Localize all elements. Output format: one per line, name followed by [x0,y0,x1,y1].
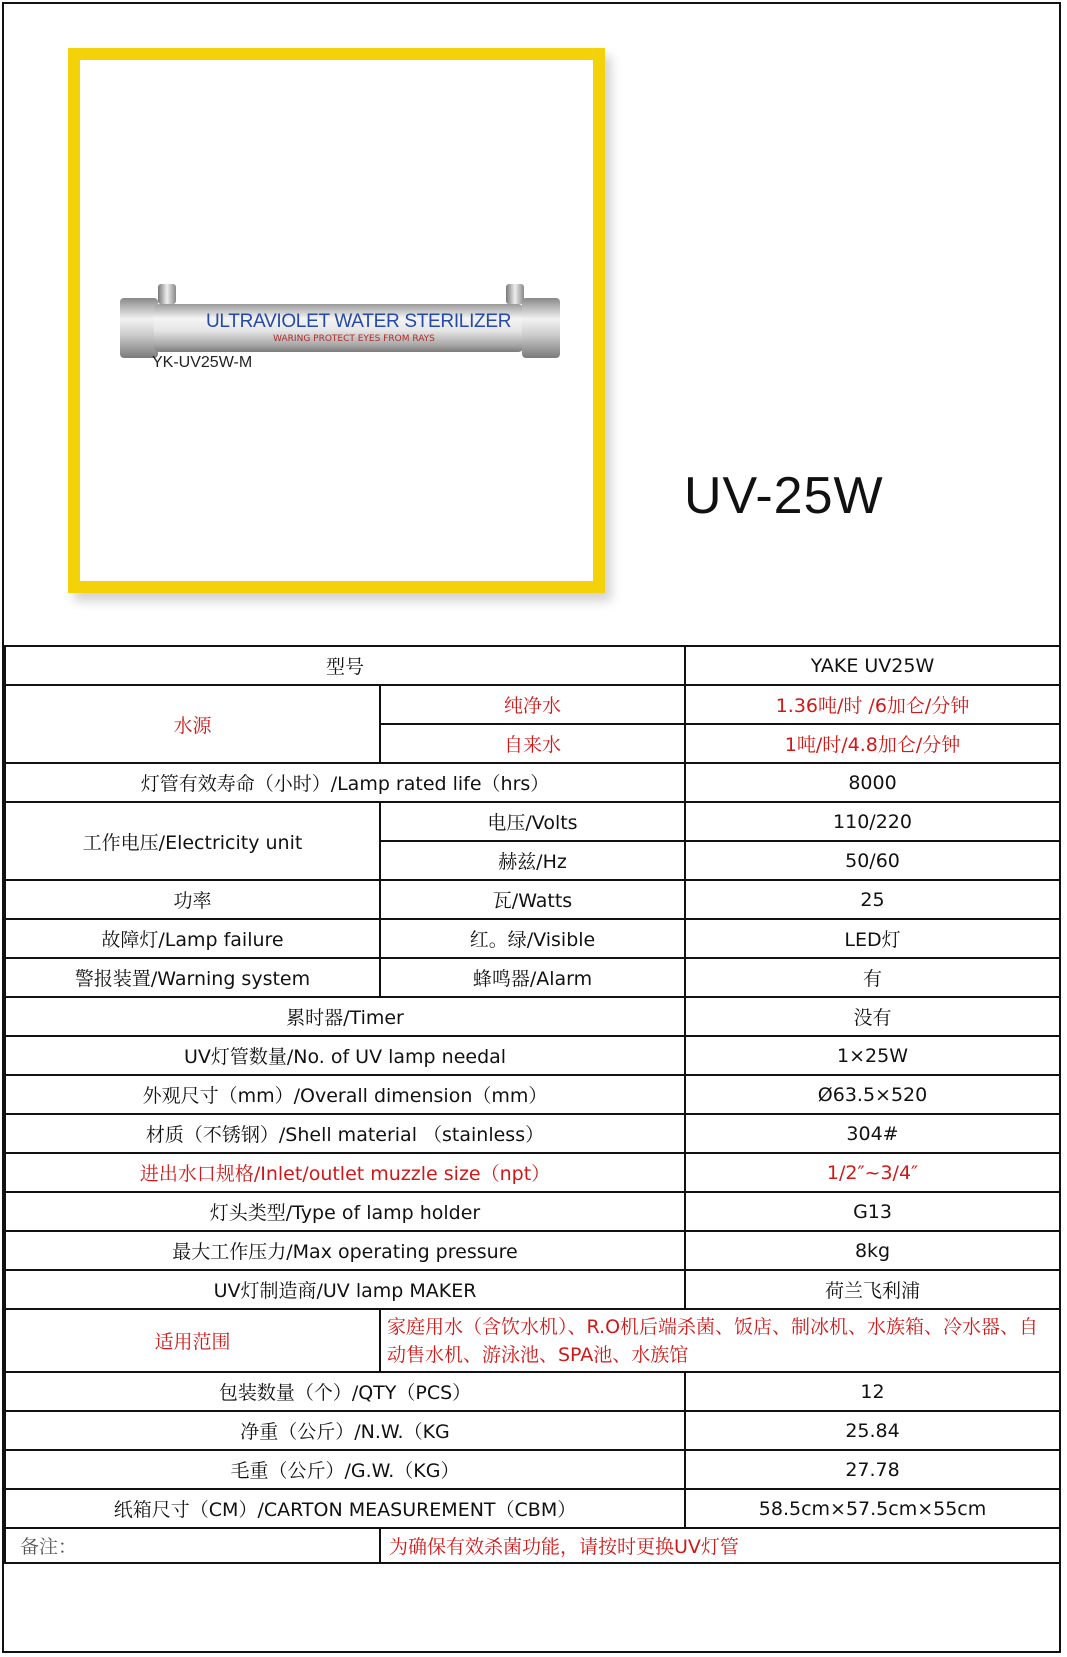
qty-value: 12 [685,1372,1060,1411]
tube-end-cap-right [522,298,560,358]
warning-sub-label: 蜂鸣器/Alarm [380,958,685,997]
pressure-label: 最大工作压力/Max operating pressure [5,1231,685,1270]
lamp-failure-sub-label: 红。绿/Visible [380,919,685,958]
hz-label: 赫兹/Hz [380,841,685,880]
table-row [5,763,1060,802]
gross-weight-value: 27.78 [685,1450,1060,1489]
power-sub-label: 瓦/Watts [380,880,685,919]
table-row [5,1231,1060,1270]
pure-water-label: 纯净水 [380,685,685,724]
table-row [5,997,1060,1036]
model-label: 型号 [5,646,685,685]
qty-label: 包装数量（个）/QTY（PCS） [5,1372,685,1411]
product-photo-frame [68,48,605,593]
timer-label: 累时器/Timer [5,997,685,1036]
table-row [5,1411,1060,1450]
tube-label: ULTRAVIOLET WATER STERILIZER [206,311,512,332]
note-label: 备注： [5,1528,380,1563]
power-value: 25 [685,880,1060,919]
lamp-life-value: 8000 [685,763,1060,802]
lamp-life-label: 灯管有效寿命（小时）/Lamp rated life（hrs） [5,763,685,802]
carton-value: 58.5cm×57.5cm×55cm [685,1489,1060,1528]
lamp-qty-label: UV灯管数量/No. of UV lamp needal [5,1036,685,1075]
volts-value: 110/220 [685,802,1060,841]
water-source-label: 水源 [5,685,380,763]
table-row [5,1075,1060,1114]
dimension-value: Ø63.5×520 [685,1075,1060,1114]
holder-value: G13 [685,1192,1060,1231]
timer-value: 没有 [685,997,1060,1036]
table-row [5,1450,1060,1489]
tube-warning: WARING PROTECT EYES FROM RAYS [273,334,435,344]
inlet-value: 1/2″~3/4″ [685,1153,1060,1192]
hz-value: 50/60 [685,841,1060,880]
table-row [5,646,1060,685]
table-row [5,880,1060,919]
model-caption: YK-UV25W-M [152,354,253,371]
table-row [5,1153,1060,1192]
table-row [5,1192,1060,1231]
inlet-port [158,284,176,304]
table-row [5,919,1060,958]
model-value: YAKE UV25W [685,646,1060,685]
maker-value: 荷兰飞利浦 [685,1270,1060,1309]
material-value: 304# [685,1114,1060,1153]
spec-table [4,645,1061,1564]
volts-label: 电压/Volts [380,802,685,841]
net-weight-value: 25.84 [685,1411,1060,1450]
dimension-label: 外观尺寸（mm）/Overall dimension（mm） [5,1075,685,1114]
sterilizer-image [120,298,560,360]
lamp-failure-label: 故障灯/Lamp failure [5,919,380,958]
carton-label: 纸箱尺寸（CM）/CARTON MEASUREMENT（CBM） [5,1489,685,1528]
gross-weight-label: 毛重（公斤）/G.W.（KG） [5,1450,685,1489]
tube-end-cap-left [120,298,158,358]
holder-label: 灯头类型/Type of lamp holder [5,1192,685,1231]
tube-body [154,304,524,352]
table-row [5,1270,1060,1309]
note-text: 为确保有效杀菌功能，请按时更换UV灯管 [380,1528,1060,1563]
table-row [5,1489,1060,1528]
electricity-label: 工作电压/Electricity unit [5,802,380,880]
inlet-label: 进出水口规格/Inlet/outlet muzzle size（npt） [5,1153,685,1192]
warning-label: 警报装置/Warning system [5,958,380,997]
table-row [5,1036,1060,1075]
pressure-value: 8kg [685,1231,1060,1270]
lamp-failure-value: LED灯 [685,919,1060,958]
table-row [5,685,1060,724]
table-row [5,1528,1060,1563]
table-row [5,958,1060,997]
table-row [5,802,1060,841]
scope-value: 家庭用水（含饮水机）、R.O机后端杀菌、饭店、制冰机、水族箱、冷水器、自动售水机、游泳池、SPA池、水族馆 [380,1309,1060,1372]
warning-value: 有 [685,958,1060,997]
maker-label: UV灯制造商/UV lamp MAKER [5,1270,685,1309]
table-row [5,1114,1060,1153]
scope-label: 适用范围 [5,1309,380,1372]
table-row [5,1372,1060,1411]
tap-water-label: 自来水 [380,724,685,763]
lamp-qty-value: 1×25W [685,1036,1060,1075]
product-title: UV-25W [684,467,884,525]
tap-water-value: 1吨/时/4.8加仑/分钟 [685,724,1060,763]
table-row [5,1309,1060,1372]
power-label: 功率 [5,880,380,919]
net-weight-label: 净重（公斤）/N.W.（KG [5,1411,685,1450]
pure-water-value: 1.36吨/时 /6加仑/分钟 [685,685,1060,724]
material-label: 材质（不锈钢）/Shell material （stainless） [5,1114,685,1153]
